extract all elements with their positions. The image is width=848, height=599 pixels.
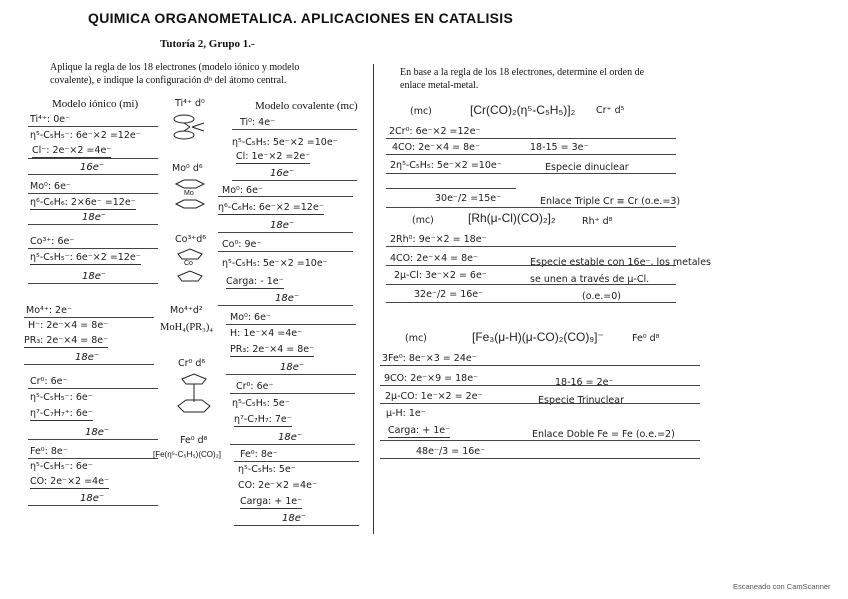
ionic-c5-line-3: η⁷-C₇H₇⁺: 6e⁻ — [30, 408, 93, 419]
p1-total: 30e⁻/2 =15e⁻ — [435, 193, 502, 204]
p2-rule-2 — [386, 265, 676, 266]
p2-line-1: 2Rh⁰: 9e⁻×2 = 18e⁻ — [390, 234, 487, 245]
subtitle: Tutoría 2, Grupo 1.- — [160, 38, 255, 50]
left-instructions-line-2: covalente), e indique la configuración dⁿ del átomo central. — [50, 75, 287, 86]
ionic-c5-rule-2 — [28, 439, 158, 440]
p1-rule-1 — [386, 138, 676, 139]
p3-total: 48e⁻/3 = 16e⁻ — [416, 446, 486, 457]
p2-mc: (mc) — [412, 215, 434, 226]
cov-c1-line-2: η⁵-C₅H₅: 5e⁻×2 =10e⁻ — [232, 137, 338, 148]
ionic-c5-line-1: Cr⁰: 6e⁻ — [30, 376, 68, 387]
p2-note-2: se unen a través de μ-Cl. — [530, 274, 650, 285]
cov-c6-rule-2 — [234, 525, 359, 526]
ionic-c1-rule-2 — [28, 158, 158, 159]
ionic-c3-rule-2 — [28, 283, 158, 284]
cov-c3-line-2: η⁵-C₅H₅: 5e⁻×2 =10e⁻ — [222, 258, 328, 269]
cov-c6-rule-1 — [234, 461, 359, 462]
mid-formula-4: MoH₄(PR₃)₄ — [160, 322, 213, 333]
cov-c1-total: 16e⁻ — [270, 168, 295, 179]
cov-c1-line-1: Ti⁰: 4e⁻ — [240, 117, 276, 128]
cov-c6-line-1: Fe⁰: 8e⁻ — [240, 449, 278, 460]
cov-c2-rule-1 — [218, 196, 353, 197]
p3-line-1: 3Fe⁰: 8e⁻×3 = 24e⁻ — [382, 353, 477, 364]
ionic-c2-rule-2 — [28, 224, 158, 225]
covalent-header: Modelo covalente (mc) — [255, 100, 358, 112]
ionic-c1-line-1: Ti⁴⁺: 0e⁻ — [30, 114, 71, 125]
p1-mc: (mc) — [410, 106, 432, 117]
p1-bond: Enlace Triple Cr ≡ Cr (o.e.=3) — [540, 196, 681, 207]
p3-rule-2 — [380, 385, 700, 386]
mid-label-1: Ti⁴⁺ d⁰ — [175, 98, 205, 109]
p3-calc: 18-16 = 2e⁻ — [555, 377, 614, 388]
cov-c4-line-3: PR₃: 2e⁻×4 = 8e⁻ — [230, 344, 315, 355]
cov-c5-line-1: Cr⁰: 6e⁻ — [236, 381, 274, 392]
ionic-c3-rule-1 — [28, 248, 158, 249]
mid-label-5: Cr⁰ d⁶ — [178, 358, 206, 369]
mid-center-3: Co — [184, 260, 193, 267]
p2-line-3: 2μ-Cl: 3e⁻×2 = 6e⁻ — [394, 270, 487, 281]
cov-c6-line-4: Carga: + 1e⁻ — [240, 496, 303, 507]
p1-calc: 18-15 = 3e⁻ — [530, 142, 589, 153]
p2-config: Rh⁺ d⁸ — [582, 216, 613, 227]
p3-bond: Enlace Doble Fe = Fe (o.e.=2) — [532, 429, 675, 440]
ionic-c2-line-2: η⁶-C₆H₆: 2×6e⁻ =12e⁻ — [30, 197, 136, 208]
ionic-c6-rule-2 — [28, 505, 158, 506]
p2-oe: (o.e.=0) — [582, 291, 621, 302]
cov-c2-rule-2 — [218, 232, 353, 233]
p2-rule-4 — [386, 302, 676, 303]
cov-c4-total: 18e⁻ — [280, 362, 305, 373]
cov-c5-line-2: η⁵-C₅H₅: 5e⁻ — [232, 398, 290, 409]
cov-c2-total: 18e⁻ — [270, 220, 295, 231]
p1-line-2: 4CO: 2e⁻×4 = 8e⁻ — [392, 142, 481, 153]
p1-rule-3 — [386, 173, 676, 174]
ionic-c3-line-1: Co³⁺: 6e⁻ — [30, 236, 75, 247]
watermark: Escaneado con CamScanner — [733, 582, 831, 591]
ionic-c6-total: 18e⁻ — [80, 493, 105, 504]
p1-note: Especie dinuclear — [545, 162, 629, 173]
column-divider — [373, 64, 374, 534]
cov-c1-rule-2 — [232, 180, 357, 181]
p3-line-3: 2μ-CO: 1e⁻×2 = 2e⁻ — [385, 391, 483, 402]
ionic-c2-rule-1 — [28, 193, 158, 194]
page-title: QUIMICA ORGANOMETALICA. APLICACIONES EN CATALISIS — [88, 10, 514, 26]
cov-c5-line-3: η⁷-C₇H₇: 7e⁻ — [234, 414, 292, 425]
cov-c3-rule-2 — [218, 305, 353, 306]
cov-c3-total: 18e⁻ — [275, 293, 300, 304]
p3-line-5: Carga: + 1e⁻ — [388, 425, 451, 436]
cov-c6-total: 18e⁻ — [282, 513, 307, 524]
ionic-c4-rule-1 — [24, 317, 154, 318]
mid-label-4: Mo⁴⁺d² — [170, 305, 203, 316]
ionic-c1-rule-1 — [28, 126, 158, 127]
ionic-c1-line-3: Cl⁻: 2e⁻×2 =4e⁻ — [32, 145, 112, 156]
p2-formula: [Rh(μ-Cl)(CO)₂]₂ — [468, 211, 556, 225]
ionic-c1-total: 16e⁻ — [80, 162, 105, 173]
p1-rule-4 — [386, 188, 516, 189]
p3-note: Especie Trinuclear — [538, 395, 624, 406]
cov-c2-line-1: Mo⁰: 6e⁻ — [222, 185, 263, 196]
cov-c2-line-2: η⁶-C₆H₆: 6e⁻×2 =12e⁻ — [218, 202, 324, 213]
p1-formula: [Cr(CO)₂(η⁵-C₅H₅)]₂ — [470, 103, 576, 117]
ionic-c4-rule-2 — [24, 364, 154, 365]
p1-line-1: 2Cr⁰: 6e⁻×2 =12e⁻ — [389, 126, 481, 137]
cov-c5-rule-2 — [230, 444, 355, 445]
ionic-c2-total: 18e⁻ — [82, 212, 107, 223]
cov-c5-rule-1 — [230, 393, 355, 394]
p3-rule-1 — [380, 365, 700, 366]
right-instructions-line-2: enlace metal-metal. — [400, 80, 479, 91]
ionic-c3-line-2: η⁵-C₅H₅⁻: 6e⁻×2 =12e⁻ — [30, 252, 141, 263]
ionic-c6-line-2: η⁵-C₅H₅⁻: 6e⁻ — [30, 461, 93, 472]
ionic-header: Modelo iónico (mi) — [52, 98, 139, 110]
right-instructions-line-1: En base a la regla de los 18 electrones, determine el orden de — [400, 67, 645, 78]
mid-formula-6: [Fe(η⁵-C₅H₅)(CO)₂] — [153, 450, 221, 459]
p3-line-2: 9CO: 2e⁻×9 = 18e⁻ — [384, 373, 479, 384]
p1-rule-2 — [386, 154, 676, 155]
p1-config: Cr⁺ d⁵ — [596, 105, 625, 116]
mid-label-3: Co³⁺d⁶ — [175, 234, 207, 245]
p3-mc: (mc) — [405, 333, 427, 344]
cov-c6-line-2: η⁵-C₅H₅: 5e⁻ — [238, 464, 296, 475]
p2-rule-3 — [386, 284, 676, 285]
p1-rule-5 — [386, 207, 676, 208]
ionic-c1-rule-3 — [28, 174, 158, 175]
ionic-c4-line-1: Mo⁴⁺: 2e⁻ — [26, 305, 72, 316]
cov-c4-line-2: H: 1e⁻×4 =4e⁻ — [230, 328, 303, 339]
cov-c3-rule-1 — [218, 251, 353, 252]
p3-rule-5 — [380, 458, 700, 459]
p3-rule-3 — [380, 403, 700, 404]
mid-center-2: Mo — [184, 190, 194, 197]
p2-total: 32e⁻/2 = 16e⁻ — [414, 289, 484, 300]
ionic-c3-total: 18e⁻ — [82, 271, 107, 282]
cov-c4-line-1: Mo⁰: 6e⁻ — [230, 312, 271, 323]
p2-line-2: 4CO: 2e⁻×4 = 8e⁻ — [390, 253, 479, 264]
ionic-c4-line-2: H⁻: 2e⁻×4 = 8e⁻ — [28, 320, 109, 331]
left-instructions-line-1: Aplique la regla de los 18 electrones (modelo iónico y modelo — [50, 62, 300, 73]
mid-label-6: Fe⁰ d⁸ — [180, 435, 208, 446]
cov-c1-line-3: Cl: 1e⁻×2 =2e⁻ — [236, 151, 311, 162]
ionic-c5-rule-1 — [28, 388, 158, 389]
mid-label-2: Mo⁰ d⁶ — [172, 163, 203, 174]
p2-rule-1 — [386, 246, 676, 247]
ionic-c1-line-2: η⁵-C₅H₅⁻: 6e⁻×2 =12e⁻ — [30, 130, 141, 141]
cov-c4-rule-1 — [226, 324, 356, 325]
ionic-c6-line-1: Fe⁰: 8e⁻ — [30, 446, 68, 457]
p2-note-1: Especie estable con 16e⁻, los metales — [530, 257, 711, 268]
cov-c4-rule-2 — [226, 374, 356, 375]
p3-rule-4 — [380, 440, 700, 441]
cov-c5-total: 18e⁻ — [278, 432, 303, 443]
cov-c6-line-3: CO: 2e⁻×2 =4e⁻ — [238, 480, 317, 491]
cov-c3-line-1: Co⁰: 9e⁻ — [222, 239, 262, 250]
p3-formula: [Fe₃(μ-H)(μ-CO)₂(CO)₉]⁻ — [472, 330, 604, 344]
ionic-c5-line-2: η⁵-C₅H₅⁻: 6e⁻ — [30, 392, 93, 403]
p1-line-3: 2η⁵-C₅H₅: 5e⁻×2 =10e⁻ — [390, 160, 502, 171]
p3-config: Fe⁰ d⁸ — [632, 333, 660, 344]
cycloheptatrienyl-chromium-structure-icon — [172, 372, 216, 416]
ionic-c6-rule-1 — [28, 458, 158, 459]
cov-c1-rule-1 — [232, 129, 357, 130]
ionic-c5-total: 18e⁻ — [85, 427, 110, 438]
p3-line-4: μ-H: 1e⁻ — [386, 408, 426, 419]
titanocene-dichloride-structure-icon — [168, 112, 218, 142]
cov-c3-line-3: Carga: - 1e⁻ — [226, 276, 284, 287]
ionic-c4-line-3: PR₃: 2e⁻×4 = 8e⁻ — [24, 335, 109, 346]
ionic-c2-line-1: Mo⁰: 6e⁻ — [30, 181, 71, 192]
ionic-c4-total: 18e⁻ — [75, 352, 100, 363]
ionic-c6-line-3: CO: 2e⁻×2 =4e⁻ — [30, 476, 109, 487]
